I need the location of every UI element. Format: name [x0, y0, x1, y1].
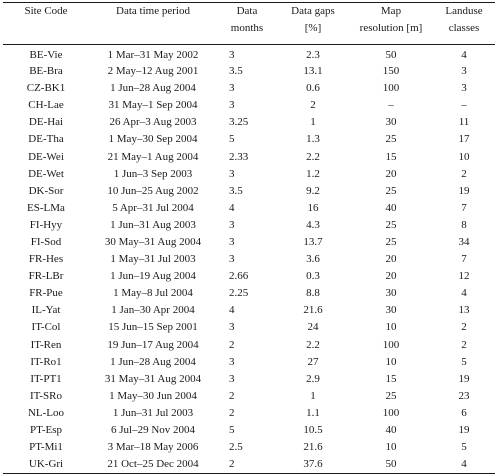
cell-data-months: 3 [229, 218, 235, 231]
cell-time-period: 2 May–12 Aug 2001 [107, 65, 199, 78]
cell-landuse-classes: 19 [458, 372, 470, 385]
cell-landuse-classes: 4 [461, 457, 467, 470]
cell-time-period: 1 Jan–30 Apr 2004 [111, 304, 195, 317]
cell-time-period: 1 Jun–3 Sep 2003 [113, 167, 193, 180]
cell-map-resolution: 25 [385, 389, 397, 402]
header-map-resolution [349, 3, 433, 45]
cell-data-gaps: 2.2 [306, 150, 320, 163]
cell-map-resolution: 10 [385, 441, 397, 454]
cell-data-gaps: 4.3 [306, 218, 320, 231]
table-row [3, 337, 495, 354]
cell-map-resolution: 20 [385, 167, 397, 180]
cell-map-resolution: 100 [382, 338, 400, 351]
cell-site-code: CH-Lae [28, 99, 64, 112]
header-line-1: Map [380, 5, 402, 17]
cell-time-period: 6 Jul–29 Nov 2004 [110, 424, 196, 437]
cell-site-code: IT-Ro1 [30, 355, 62, 368]
header-line-1: Data [236, 5, 258, 17]
cell-landuse-classes: 5 [461, 441, 467, 454]
cell-site-code: FR-Hes [28, 253, 64, 266]
cell-data-months: 2.33 [229, 150, 249, 163]
header-line-1: Site Code [24, 5, 68, 17]
cell-data-months: 3 [229, 372, 235, 385]
cell-data-months: 2.25 [229, 287, 249, 300]
cell-data-gaps: 3.6 [306, 253, 320, 266]
cell-data-gaps: 13.7 [303, 235, 323, 248]
cell-map-resolution: 150 [382, 65, 400, 78]
cell-landuse-classes: 8 [461, 218, 467, 231]
header-line-2: classes [448, 22, 480, 34]
table-row [3, 302, 495, 319]
cell-landuse-classes: 23 [458, 389, 470, 402]
cell-data-months: 5 [229, 424, 235, 437]
table-row [3, 439, 495, 456]
site-data-table [3, 2, 495, 474]
cell-time-period: 5 Apr–31 Jul 2004 [112, 201, 194, 214]
header-data-months [217, 3, 277, 45]
table-row [3, 405, 495, 422]
cell-time-period: 1 May–30 Jun 2004 [109, 389, 197, 402]
cell-time-period: 1 Jun–19 Aug 2004 [110, 270, 196, 283]
table-row [3, 114, 495, 131]
table-row [3, 285, 495, 302]
cell-site-code: IT-Col [31, 321, 61, 334]
cell-data-months: 4 [229, 304, 235, 317]
cell-time-period: 1 May–31 Jul 2003 [110, 253, 196, 266]
header-landuse-classes [433, 3, 495, 45]
cell-data-gaps: 0.6 [306, 82, 320, 95]
cell-data-months: 3 [229, 321, 235, 334]
table-row [3, 456, 495, 473]
cell-data-gaps: 1.1 [306, 406, 320, 419]
cell-time-period: 1 Jun–28 Aug 2004 [110, 355, 196, 368]
cell-site-code: DE-Wet [28, 167, 64, 180]
cell-time-period: 15 Jun–15 Sep 2001 [108, 321, 198, 334]
cell-data-gaps: 13.1 [303, 65, 323, 78]
cell-time-period: 1 Jun–31 Aug 2003 [110, 218, 196, 231]
cell-landuse-classes: 34 [458, 235, 470, 248]
cell-time-period: 1 May–8 Jul 2004 [113, 287, 193, 300]
cell-data-months: 3.5 [229, 65, 243, 78]
cell-time-period: 26 Apr–3 Aug 2003 [109, 116, 197, 129]
cell-data-gaps: 24 [307, 321, 319, 334]
cell-time-period: 1 May–30 Sep 2004 [108, 133, 198, 146]
cell-landuse-classes: 4 [461, 287, 467, 300]
cell-site-code: DE-Wei [28, 150, 64, 163]
cell-time-period: 1 Mar–31 May 2002 [107, 49, 199, 61]
cell-time-period: 21 May–1 Aug 2004 [107, 150, 199, 163]
cell-data-months: 3 [229, 49, 235, 61]
cell-map-resolution: 25 [385, 184, 397, 197]
cell-time-period: 31 May–1 Sep 2004 [108, 99, 198, 112]
cell-data-months: 2 [229, 389, 235, 402]
cell-time-period: 10 Jun–25 Aug 2002 [107, 184, 199, 197]
cell-landuse-classes: 12 [458, 270, 470, 283]
cell-site-code: FR-Pue [29, 287, 63, 300]
cell-map-resolution: 15 [385, 150, 397, 163]
cell-data-months: 5 [229, 133, 235, 146]
cell-data-months: 3 [229, 99, 235, 112]
table-row [3, 251, 495, 268]
cell-map-resolution: 20 [385, 270, 397, 283]
header-line-1: Landuse [445, 5, 483, 17]
table-row [3, 200, 495, 217]
cell-landuse-classes: 11 [458, 116, 470, 129]
cell-site-code: CZ-BK1 [26, 82, 66, 95]
table-row [3, 388, 495, 405]
header-line-1: Data gaps [291, 5, 335, 17]
cell-map-resolution: 40 [385, 201, 397, 214]
cell-map-resolution: – [388, 99, 394, 112]
cell-landuse-classes: 4 [461, 49, 467, 61]
cell-landuse-classes: 2 [461, 167, 467, 180]
cell-data-gaps: 21.6 [303, 304, 323, 317]
cell-time-period: 31 May–31 Aug 2004 [104, 372, 202, 385]
cell-map-resolution: 10 [385, 355, 397, 368]
cell-map-resolution: 10 [385, 321, 397, 334]
header-row [3, 3, 495, 45]
cell-site-code: IL-Yat [31, 304, 61, 317]
header-site-code [3, 3, 89, 45]
cell-data-gaps: 1 [310, 116, 316, 129]
table-header [3, 3, 495, 45]
cell-time-period: 19 Jun–17 Aug 2004 [107, 338, 199, 351]
cell-map-resolution: 100 [382, 406, 400, 419]
cell-site-code: DE-Hai [28, 116, 64, 129]
cell-data-months: 4 [229, 201, 235, 214]
cell-data-months: 2 [229, 338, 235, 351]
cell-data-months: 2 [229, 457, 235, 470]
cell-map-resolution: 25 [385, 218, 397, 231]
cell-landuse-classes: 2 [461, 321, 467, 334]
cell-landuse-classes: 19 [458, 184, 470, 197]
cell-landuse-classes: 10 [458, 150, 470, 163]
cell-site-code: IT-SRo [30, 389, 62, 402]
cell-data-gaps: 1 [310, 389, 316, 402]
cell-data-gaps: 2.3 [306, 49, 320, 61]
cell-map-resolution: 30 [385, 304, 397, 317]
table-row [3, 166, 495, 183]
table-body [3, 45, 495, 474]
cell-site-code: BE-Vie [29, 49, 63, 61]
cell-data-gaps: 2.9 [306, 372, 320, 385]
cell-data-gaps: 10.5 [303, 424, 323, 437]
table-row [3, 63, 495, 80]
cell-site-code: FI-Sod [30, 235, 62, 248]
cell-time-period: 3 Mar–18 May 2006 [107, 441, 199, 454]
cell-site-code: DE-Tha [28, 133, 64, 146]
cell-site-code: DK-Sor [28, 184, 64, 197]
cell-time-period: 21 Oct–25 Dec 2004 [107, 457, 199, 470]
cell-map-resolution: 20 [385, 253, 397, 266]
table-row [3, 268, 495, 285]
cell-landuse-classes: 3 [461, 65, 467, 78]
cell-landuse-classes: 13 [458, 304, 470, 317]
cell-data-months: 2.5 [229, 441, 243, 454]
cell-landuse-classes: 7 [461, 201, 467, 214]
table-row [3, 319, 495, 336]
cell-map-resolution: 25 [385, 133, 397, 146]
cell-landuse-classes: 19 [458, 424, 470, 437]
cell-landuse-classes: 5 [461, 355, 467, 368]
header-line-2: [%] [304, 22, 322, 34]
cell-map-resolution: 100 [382, 82, 400, 95]
header-line-2: resolution [m] [359, 22, 423, 34]
cell-site-code: ES-LMa [27, 201, 65, 214]
cell-data-gaps: 1.3 [306, 133, 320, 146]
header-data-gaps [277, 3, 349, 45]
table-row [3, 148, 495, 165]
header-line-2: months [230, 22, 264, 34]
cell-landuse-classes: 3 [461, 82, 467, 95]
cell-site-code: FR-LBr [28, 270, 64, 283]
cell-map-resolution: 30 [385, 287, 397, 300]
cell-data-gaps: 37.6 [303, 457, 323, 470]
cell-data-gaps: 0.3 [306, 270, 320, 283]
cell-data-months: 3.25 [229, 116, 249, 129]
cell-data-gaps: 2 [310, 99, 316, 112]
cell-map-resolution: 30 [385, 116, 397, 129]
cell-landuse-classes: 2 [461, 338, 467, 351]
cell-data-months: 3 [229, 82, 235, 95]
cell-landuse-classes: 7 [461, 253, 467, 266]
cell-map-resolution: 50 [385, 49, 397, 61]
header-time-period [89, 3, 217, 45]
cell-data-gaps: 16 [307, 201, 319, 214]
cell-data-months: 3.5 [229, 184, 243, 197]
cell-data-months: 3 [229, 167, 235, 180]
cell-time-period: 1 Jun–28 Aug 2004 [110, 82, 196, 95]
cell-landuse-classes: – [461, 99, 467, 112]
cell-data-gaps: 1.2 [306, 167, 320, 180]
cell-time-period: 1 Jun–31 Jul 2003 [112, 406, 194, 419]
cell-site-code: IT-PT1 [30, 372, 62, 385]
cell-data-months: 3 [229, 235, 235, 248]
table-row [3, 354, 495, 371]
cell-landuse-classes: 6 [461, 406, 467, 419]
cell-data-gaps: 2.2 [306, 338, 320, 351]
cell-data-gaps: 8.8 [306, 287, 320, 300]
table-row [3, 183, 495, 200]
cell-site-code: PT-Esp [30, 424, 62, 437]
table-row [3, 131, 495, 148]
cell-site-code: BE-Bra [29, 65, 63, 78]
cell-data-months: 3 [229, 253, 235, 266]
table-row [3, 217, 495, 234]
cell-site-code: PT-Mi1 [29, 441, 63, 454]
table-row [3, 371, 495, 388]
cell-site-code: UK-Gri [28, 457, 64, 470]
cell-map-resolution: 25 [385, 235, 397, 248]
cell-site-code: IT-Ren [30, 338, 62, 351]
cell-map-resolution: 15 [385, 372, 397, 385]
table-row [3, 45, 495, 64]
cell-data-gaps: 21.6 [303, 441, 323, 454]
table-row [3, 97, 495, 114]
cell-data-gaps: 27 [307, 355, 319, 368]
cell-site-code: FI-Hyy [29, 218, 63, 231]
cell-landuse-classes: 17 [458, 133, 470, 146]
cell-data-months: 3 [229, 355, 235, 368]
cell-map-resolution: 40 [385, 424, 397, 437]
header-line-1: Data time period [116, 5, 190, 17]
cell-time-period: 30 May–31 Aug 2004 [104, 235, 202, 248]
table-row [3, 80, 495, 97]
cell-site-code: NL-Loo [27, 406, 65, 419]
cell-data-months: 2.66 [229, 270, 249, 283]
table-row [3, 422, 495, 439]
cell-data-gaps: 9.2 [306, 184, 320, 197]
table-row [3, 234, 495, 251]
cell-map-resolution: 50 [385, 457, 397, 470]
cell-data-months: 2 [229, 406, 235, 419]
